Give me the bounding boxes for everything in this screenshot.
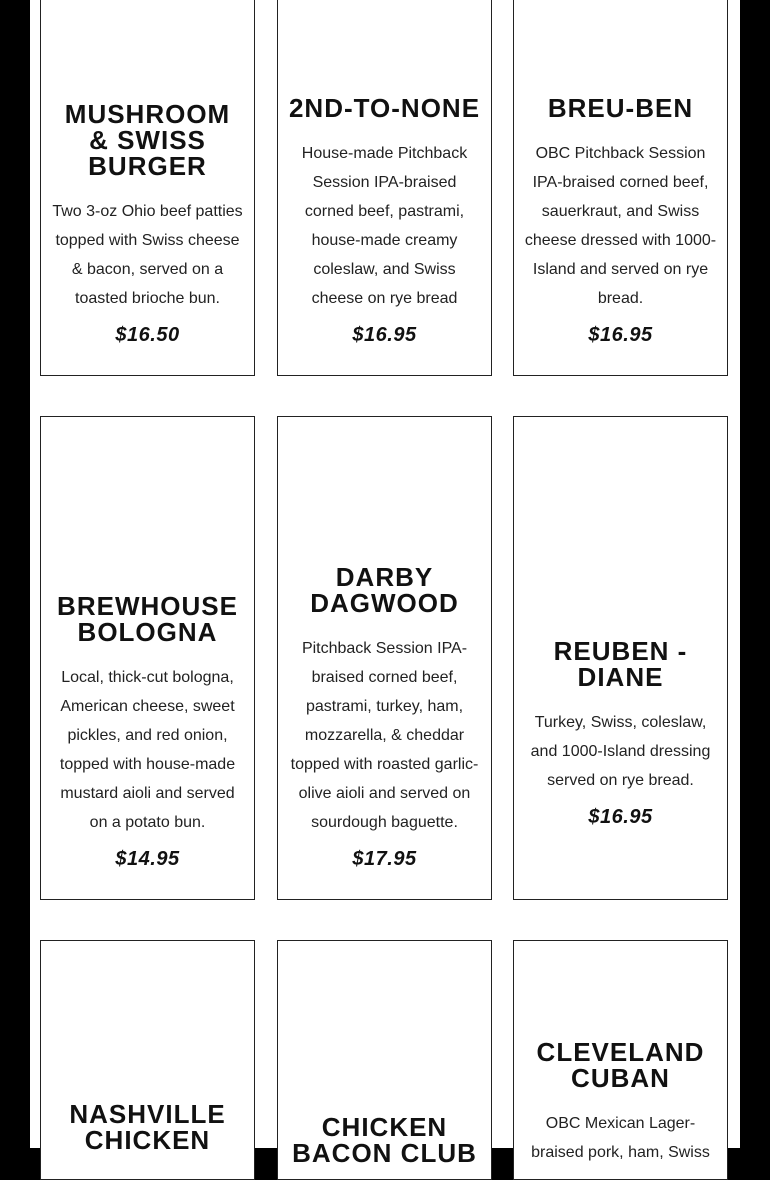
- card-description: House-made Pitchback Session IPA-braised corned beef, pastrami, house-made creamy coleslaw, and Swiss cheese on rye bread: [301, 145, 468, 307]
- menu-page: [30, 0, 740, 1168]
- menu-card-nashville-chicken: [40, 940, 255, 1180]
- menu-card-cleveland-cuban: [513, 940, 728, 1180]
- card-description: OBC Pitchback Session IPA-braised corned beef, sauerkraut, and Swiss cheese dressed with 1000-Island and served on rye bread.: [524, 145, 717, 307]
- card-description: Two 3-oz Ohio beef patties topped with Swiss cheese & bacon, served on a toasted brioche bun.: [52, 203, 243, 307]
- menu-card-breu-ben: [513, 0, 728, 376]
- menu-card-darby-dagwood: [277, 416, 492, 900]
- card-title: MUSHROOM & SWISS BURGER: [64, 99, 231, 181]
- card-title: BREU-BEN: [547, 93, 694, 123]
- card-price: $16.50: [115, 324, 180, 346]
- card-title: NASHVILLE CHICKEN: [69, 1099, 226, 1155]
- card-price: $16.95: [588, 806, 653, 828]
- card-description: Pitchback Session IPA-braised corned beef, pastrami, turkey, ham, mozzarella, & cheddar topped with roasted garlic-olive aioli and served on sourdough baguette.: [290, 640, 479, 831]
- card-title: 2ND-TO-NONE: [288, 93, 481, 123]
- menu-card-reuben-diane: [513, 416, 728, 900]
- card-price: $16.95: [588, 324, 653, 346]
- menu-card-mushroom-swiss-burger: [40, 0, 255, 376]
- card-title: DARBY DAGWOOD: [310, 562, 459, 618]
- card-description: OBC Mexican Lager-braised pork, ham, Swiss: [531, 1115, 710, 1161]
- card-title: CLEVELAND CUBAN: [536, 1037, 705, 1093]
- card-title: CHICKEN BACON CLUB: [292, 1112, 477, 1168]
- card-description: Local, thick-cut bologna, American cheese, sweet pickles, and red onion, topped with house-made mustard aioli and served on a potato bun.: [59, 669, 236, 831]
- menu-card-chicken-bacon-club: [277, 940, 492, 1180]
- menu-card-brewhouse-bologna: [40, 416, 255, 900]
- menu-card-2nd-to-none: [277, 0, 492, 376]
- card-price: $16.95: [352, 324, 417, 346]
- card-description: Turkey, Swiss, coleslaw, and 1000-Island dressing served on rye bread.: [530, 714, 711, 789]
- card-price: $17.95: [352, 848, 417, 870]
- card-price: $14.95: [115, 848, 180, 870]
- card-title: REUBEN - DIANE: [553, 636, 688, 692]
- card-title: BREWHOUSE BOLOGNA: [57, 591, 238, 647]
